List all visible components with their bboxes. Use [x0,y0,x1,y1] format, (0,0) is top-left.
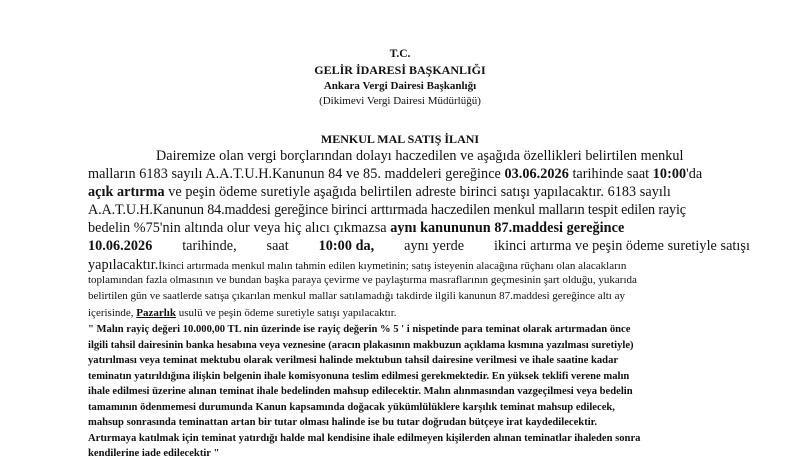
paragraph-line-4: A.A.T.U.H.Kanunun 84.maddesi gereğince birinci arttırmada haczedilen menkul malların tespit edilen rayiç [88,202,686,218]
text: 'da [686,166,703,182]
law-reference: aynı kanununun 87.maddesi gereğince [390,220,625,236]
text: ikinci artırma ve peşin ödeme suretiyle satışı [493,238,750,254]
notice-line: tamamının ödenmemesi durumunda Kanun kapsamında doğacak yükümlülüklere karşılık teminat mahsup edilecek, [88,401,615,413]
text: tarihinde, [182,238,237,254]
notice-line: " Malın rayiç değeri 10.000,00 TL nin üzerinde ise rayiç değerin % 5 ' i nispetinde para teminat olarak artırmadan önce [88,324,631,335]
guarantee-notice [88,322,748,462]
text: içerisinde, [88,307,137,319]
header-unit: (Dikimevi Vergi Dairesi Müdürlüğü) [319,95,481,107]
notice-line: Artırmaya katılmak için teminat yatırdığı halde mal kendisine ihale edilmeyen kişilerden alınan teminatlar ihaleden sonra [88,432,641,444]
paragraph-line-7 [88,256,626,274]
notice-line: ihale edilmesi üzerine alınan teminat ihale bedelinden mahsup edilecektir. Malın alınmasından vazgeçilmesi veya bedelin [88,386,633,397]
paragraph-line-8: toplamından fazla olmasının ve bundan başka paraya çevirme ve paylaştırma masraflarının geçmesinin şart olduğu, yukarıda [88,274,637,286]
paragraph-line-9: belirtilen gün ve saatlerde satışa çıkarılan menkul mallar satılamadığı takdirde ilgili kanunun 87.maddesi gereğince altı ay [88,290,625,302]
first-sale-time: 10:00 [652,166,687,182]
notice-line: mahsup sonrasında teminattan artan bir tutar olması halinde ise bu tutar doğrudan bütçeye irat kaydedilecektir. [88,417,598,428]
paragraph-line-3 [88,184,671,201]
header-tc: T.C. [389,48,411,60]
document-title: MENKUL MAL SATIŞ İLANI [320,132,480,146]
text: usulü ve peşin ödeme suretiyle satışı yapılacaktır. [175,307,397,319]
text: İkinci artırmada menkul malın tahmin edilen kıymetinin; satış isteyenin alacağına rüçhanı olan alacakların [158,260,627,272]
paragraph-line-2 [88,166,702,183]
paragraph-line-5 [88,220,624,237]
paragraph-line-10 [88,307,397,319]
notice-line: ilgili tahsil dairesinin banka hesabına veya veznesine (aracın plakasının makbuzun açıklama kısmına yazılması suretiyle) [88,339,634,351]
text: aynı yerde [404,238,465,254]
second-sale-time: 10:00 da, [318,238,375,254]
text: malların 6183 sayılı A.A.T.U.H.Kanunun 84 ve 85. maddeleri gereğince [88,166,505,182]
notice-line: kendilerine iade edilecektir " [88,448,220,459]
text: saat [266,238,289,254]
first-sale-date: 03.06.2026 [504,166,569,182]
notice-line: teminatın yatırıldığına ilişkin belgenin ihale komisyonuna teslim edilmesi gerekmektedir. En yüksek teklifi verene malın [88,370,630,382]
second-sale-date: 10.06.2026 [88,238,153,254]
bargaining-term: Pazarlık [136,307,176,319]
header-department: Ankara Vergi Dairesi Başkanlığı [323,80,477,92]
text: yapılacaktır. [88,257,159,273]
text: tarihinde saat [568,166,653,182]
notice-line: yatırılması veya teminat mektubu olarak verilmesi halinde mektubun tahsil dairesine verilmesi ve ihale saatine kadar [88,355,619,366]
text: ve peşin ödeme suretiyle aşağıda belirtilen adreste birinci satışı yapılacaktır. 6183 sayılı [164,184,671,200]
paragraph-line-1: Dairemize olan vergi borçlarından dolayı haczedilen ve aşağıda özellikleri belirtilen menkul [156,148,684,164]
auction-type: açık artırma [88,184,165,200]
header-organization: GELİR İDARESİ BAŞKANLIĞI [314,63,486,77]
paragraph-line-6 [88,238,750,255]
text: bedelin %75'nin altında olur veya hiç alıcı çıkmazsa [88,220,391,236]
